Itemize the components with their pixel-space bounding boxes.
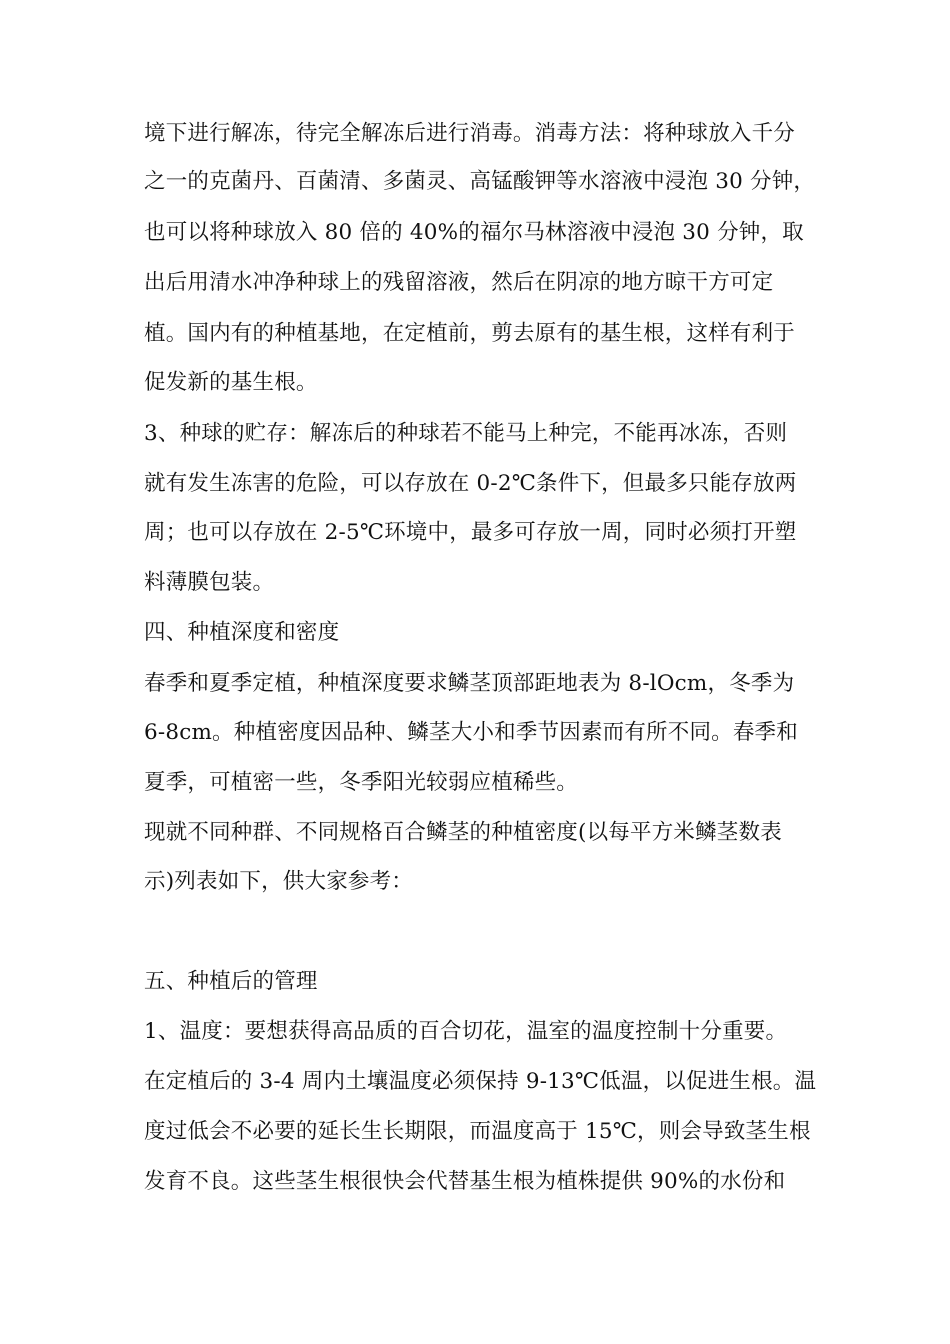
- text-line: 夏季，可植密一些，冬季阳光较弱应植稀些。: [144, 770, 579, 795]
- text-line: 之一的克菌丹、百菌清、多菌灵、高锰酸钾等水溶液中浸泡 30 分钟，: [144, 169, 816, 194]
- section-heading: 五、种植后的管理: [144, 969, 318, 994]
- text-line: 度过低会不必要的延长生长期限，而温度高于 15℃，则会导致茎生根: [144, 1119, 811, 1144]
- text-line: 出后用清水冲净种球上的残留溶液，然后在阴凉的地方晾干方可定: [144, 270, 774, 295]
- text-line: 春季和夏季定植，种植深度要求鳞茎顶部距地表为 8-lOcm，冬季为: [144, 671, 795, 696]
- text-line: 发育不良。这些茎生根很快会代替基生根为植株提供 90%的水份和: [144, 1169, 786, 1194]
- text-line: 6-8cm。种植密度因品种、鳞茎大小和季节因素而有所不同。春季和: [144, 720, 798, 745]
- section-heading: 3、种球的贮存：解冻后的种球若不能马上种完，不能再冰冻，否则: [144, 421, 788, 446]
- text-line: 也可以将种球放入 80 倍的 40%的福尔马林溶液中浸泡 30 分钟，取: [144, 220, 804, 245]
- text-line: 植。国内有的种植基地，在定植前，剪去原有的基生根，这样有利于: [144, 321, 796, 346]
- text-line: 料薄膜包装。: [144, 570, 275, 595]
- text-line: 境下进行解冻，待完全解冻后进行消毒。消毒方法：将种球放入千分: [144, 121, 796, 146]
- text-line: 周；也可以存放在 2-5℃环境中，最多可存放一周，同时必须打开塑: [144, 520, 797, 545]
- text-line: 就有发生冻害的危险，可以存放在 0-2℃条件下，但最多只能存放两: [144, 471, 797, 496]
- text-line: 1、温度：要想获得高品质的百合切花，温室的温度控制十分重要。: [144, 1019, 788, 1044]
- text-line: 示)列表如下，供大家参考：: [144, 869, 413, 894]
- text-line: 在定植后的 3-4 周内土壤温度必须保持 9-13℃低温，以促进生根。温: [144, 1069, 817, 1094]
- text-line: 促发新的基生根。: [144, 370, 318, 395]
- text-line: 现就不同种群、不同规格百合鳞茎的种植密度(以每平方米鳞茎数表: [144, 820, 782, 845]
- section-heading: 四、种植深度和密度: [144, 620, 340, 645]
